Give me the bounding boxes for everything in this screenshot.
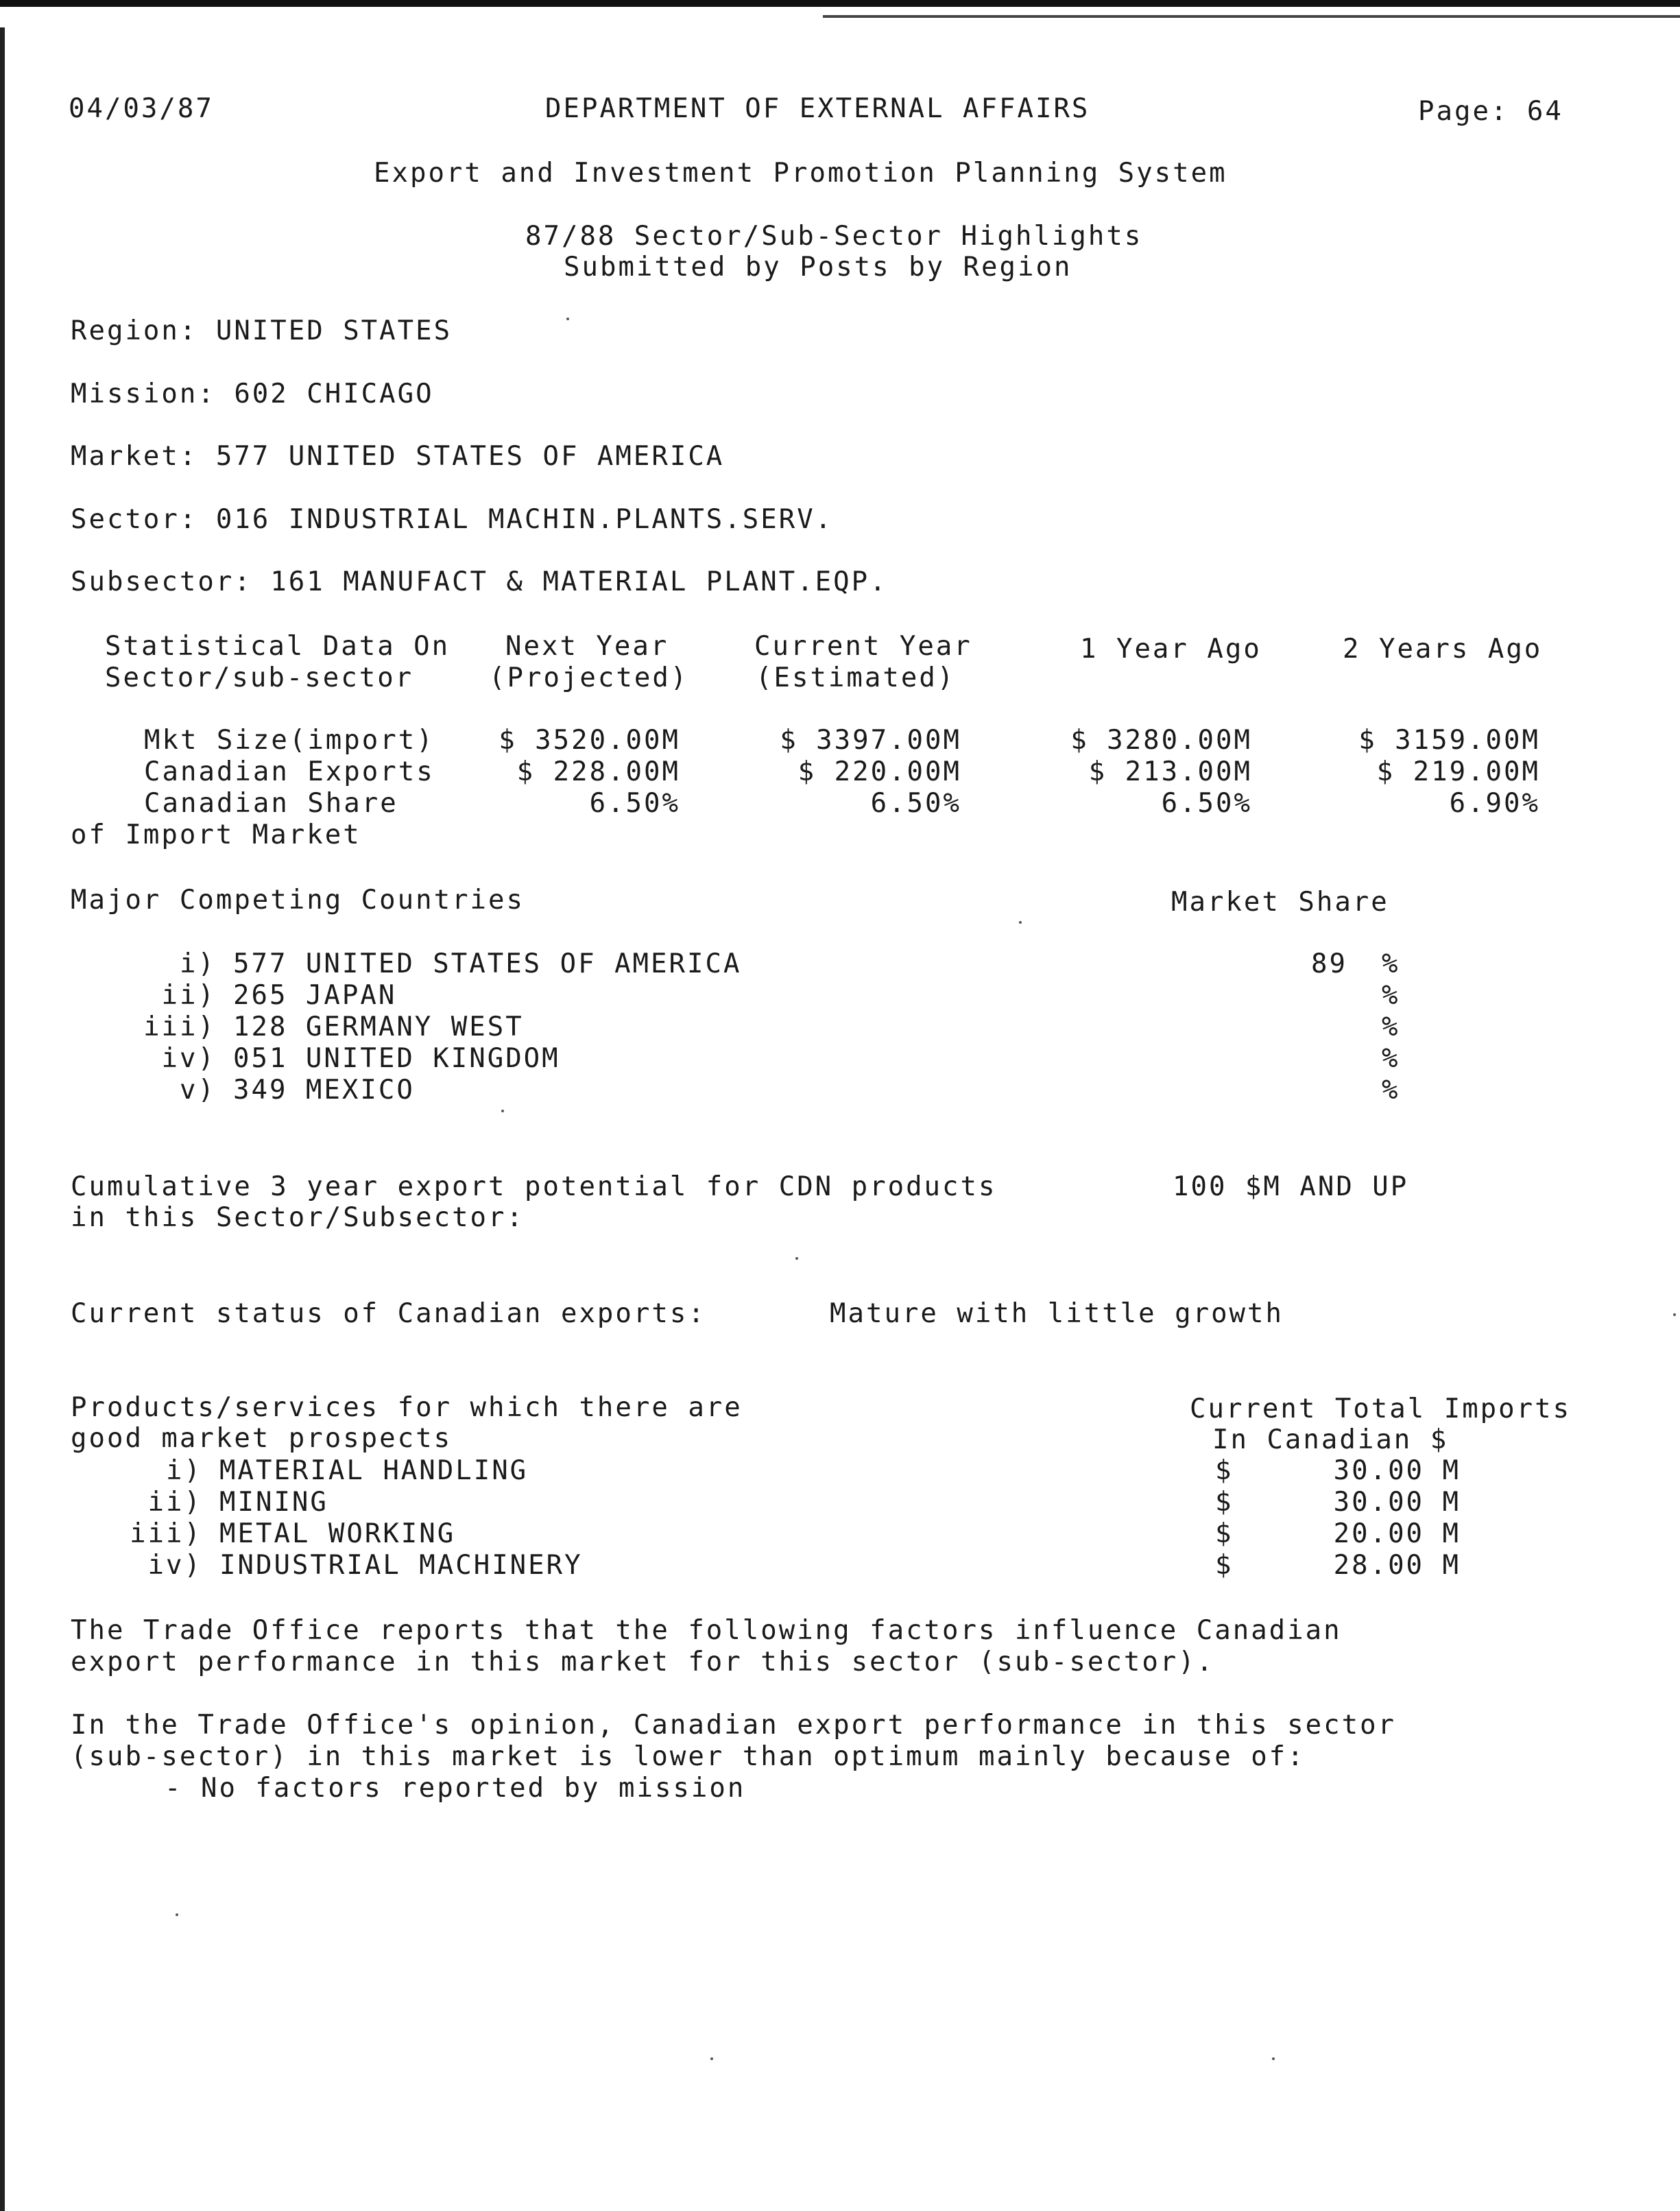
exports-1-year-ago: $ 213.00M [1088,756,1252,787]
row-label-market-size: Mkt Size(import) [144,725,435,756]
region-field: Region: UNITED STATES [71,315,453,346]
scan-speck [1673,1313,1676,1316]
scan-speck [795,1257,798,1260]
market-size-1-year-ago: $ 3280.00M [1070,725,1252,756]
mission-field: Mission: 602 CHICAGO [71,379,434,409]
currency-sign: $ [1215,1487,1234,1518]
currency-sign: $ [1215,1550,1234,1581]
potential-line1: Cumulative 3 year export potential for CDN products [71,1171,997,1202]
system-title: Export and Investment Promotion Planning System [374,158,1227,189]
share-2-years-ago: 6.90% [1449,788,1540,819]
exports-2-years-ago: $ 219.00M [1376,756,1540,787]
report-subtitle: Submitted by Posts by Region [564,252,1072,283]
product-import-amount: 30.00 M [1333,1487,1461,1518]
imports-heading-line1: Current Total Imports [1190,1394,1572,1424]
status-value: Mature with little growth [830,1298,1284,1329]
product-name: MINING [219,1487,328,1518]
opinion-bullet: - No factors reported by mission [165,1773,746,1804]
share-current-year: 6.50% [870,788,961,819]
competitor-number: i) [180,948,216,979]
market-share-heading: Market Share [1171,887,1389,918]
competitor-country: 577 UNITED STATES OF AMERICA [233,948,742,979]
competitor-number: v) [180,1075,216,1106]
product-import-amount: 28.00 M [1333,1550,1461,1581]
scan-edge-top [0,0,1680,7]
product-name: INDUSTRIAL MACHINERY [219,1550,583,1581]
report-title: 87/88 Sector/Sub-Sector Highlights [525,221,1143,252]
scan-rule-top [823,15,1680,18]
product-name: MATERIAL HANDLING [219,1455,529,1486]
products-heading-line2: good market prospects [71,1423,453,1454]
percent-sign: % [1382,948,1400,979]
scan-speck [566,318,569,320]
exports-next-year: $ 228.00M [516,756,680,787]
scan-speck [710,2057,713,2060]
stats-label-line2: Sector/sub-sector [105,662,414,693]
percent-sign: % [1382,1012,1400,1042]
product-import-amount: 30.00 M [1333,1455,1461,1486]
percent-sign: % [1382,1075,1400,1106]
competitor-country: 265 JAPAN [233,980,397,1011]
scan-speck [176,1913,178,1916]
currency-sign: $ [1215,1455,1234,1486]
scan-speck [501,1110,504,1112]
product-number: i) [166,1455,202,1486]
product-name: METAL WORKING [219,1518,456,1549]
row-label-canadian-exports: Canadian Exports [144,756,435,787]
potential-line2: in this Sector/Subsector: [71,1202,525,1233]
report-date: 04/03/87 [69,93,214,124]
stats-label-line1: Statistical Data On [105,631,451,662]
department-name: DEPARTMENT OF EXTERNAL AFFAIRS [545,93,1090,124]
scan-speck [1272,2057,1275,2060]
share-note: of Import Market [71,820,361,850]
product-number: iv) [147,1550,202,1581]
market-size-current-year: $ 3397.00M [780,725,961,756]
currency-sign: $ [1215,1518,1234,1549]
subsector-field: Subsector: 161 MANUFACT & MATERIAL PLANT.EQP. [71,566,888,597]
share-1-year-ago: 6.50% [1161,788,1252,819]
competitors-heading: Major Competing Countries [71,885,525,916]
opinion-line2: (sub-sector) in this market is lower than optimum mainly because of: [71,1741,1306,1772]
opinion-line1: In the Trade Office's opinion, Canadian export performance in this sector [71,1710,1397,1741]
exports-current-year: $ 220.00M [797,756,961,787]
factors-line2: export performance in this market for this sector (sub-sector). [71,1647,1215,1677]
competitor-share: 89 [1311,948,1347,979]
share-next-year: 6.50% [589,788,680,819]
col-next-year: Next Year [505,631,669,662]
sector-field: Sector: 016 INDUSTRIAL MACHIN.PLANTS.SERV. [71,504,834,535]
percent-sign: % [1382,1043,1400,1074]
products-heading-line1: Products/services for which there are [71,1392,743,1423]
competitor-number: iv) [161,1043,216,1074]
market-field: Market: 577 UNITED STATES OF AMERICA [71,441,725,472]
competitor-number: ii) [161,980,216,1011]
competitor-country: 128 GERMANY WEST [233,1012,524,1042]
page-number: Page: 64 [1418,96,1563,127]
col-current-year-sub: (Estimated) [756,662,956,693]
col-next-year-sub: (Projected) [489,662,689,693]
status-label: Current status of Canadian exports: [71,1298,706,1329]
scan-edge-left [0,27,5,2211]
col-1-year-ago: 1 Year Ago [1080,634,1262,665]
percent-sign: % [1382,980,1400,1011]
competitor-number: iii) [143,1012,216,1042]
competitor-country: 051 UNITED KINGDOM [233,1043,560,1074]
product-import-amount: 20.00 M [1333,1518,1461,1549]
product-number: iii) [130,1518,202,1549]
row-label-canadian-share: Canadian Share [144,788,398,819]
potential-value: 100 $M AND UP [1173,1171,1409,1202]
col-2-years-ago: 2 Years Ago [1343,634,1543,665]
market-size-2-years-ago: $ 3159.00M [1358,725,1540,756]
scan-speck [1019,921,1022,924]
competitor-country: 349 MEXICO [233,1075,415,1106]
market-size-next-year: $ 3520.00M [499,725,680,756]
imports-heading-line2: In Canadian $ [1212,1424,1449,1455]
col-current-year: Current Year [754,631,972,662]
product-number: ii) [147,1487,202,1518]
factors-line1: The Trade Office reports that the following factors influence Canadian [71,1615,1342,1646]
